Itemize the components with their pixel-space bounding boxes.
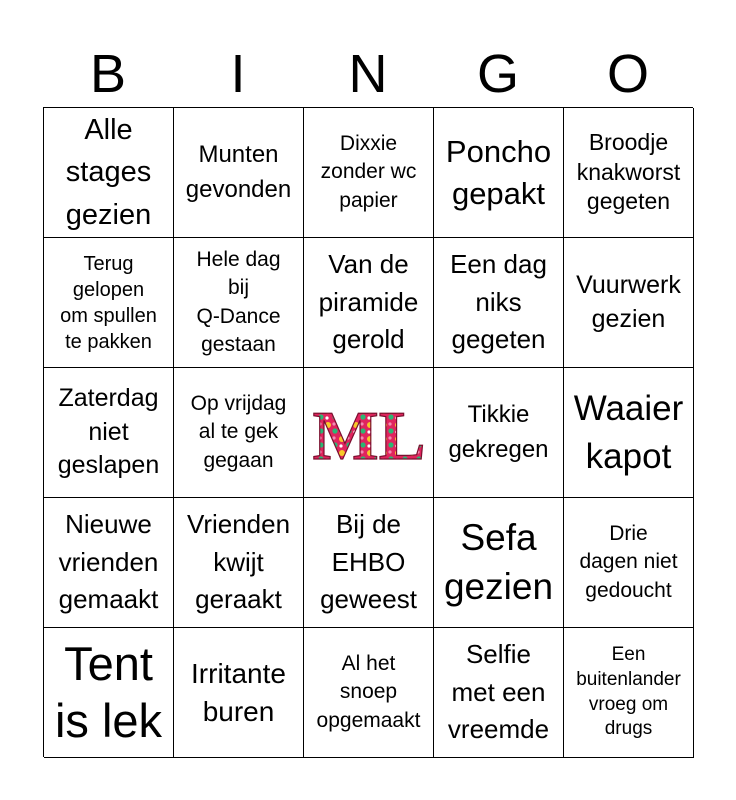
cell-text: Een buitenlander vroeg om drugs xyxy=(576,644,681,740)
bingo-cell[interactable] xyxy=(44,108,174,238)
cell-text: Tikkie gekregen xyxy=(448,400,549,463)
cell-text: Tent is lek xyxy=(54,637,163,747)
cell-text: Sefa gezien xyxy=(443,517,554,607)
cell-text: Al het snoep opgemaakt xyxy=(316,651,421,732)
bingo-cell[interactable] xyxy=(44,498,174,628)
cell-text: Poncho gepakt xyxy=(445,133,552,211)
ml-logo-icon xyxy=(312,393,425,475)
cell-text: Irritante buren xyxy=(191,657,286,727)
cell-text: Hele dag bij Q-Dance gestaan xyxy=(196,247,281,356)
bingo-header xyxy=(43,42,693,106)
bingo-cell[interactable] xyxy=(434,238,564,368)
header-letter-o: O xyxy=(606,44,649,104)
cell-text: Drie dagen niet gedoucht xyxy=(579,521,678,602)
ml-logo-text: ML xyxy=(312,397,425,475)
bingo-cell[interactable] xyxy=(174,108,304,238)
bingo-card xyxy=(43,107,693,757)
cell-text: Van de piramide gerold xyxy=(318,248,419,355)
cell-text: Een dag niks gegeten xyxy=(450,248,547,355)
bingo-cell[interactable] xyxy=(44,238,174,368)
bingo-cell[interactable] xyxy=(304,498,434,628)
bingo-cell[interactable] xyxy=(304,628,434,758)
cell-text: Alle stages gezien xyxy=(65,114,152,231)
bingo-cell[interactable] xyxy=(174,368,304,498)
cell-text: Nieuwe vrienden gemaakt xyxy=(58,508,159,615)
bingo-cell[interactable] xyxy=(434,498,564,628)
cell-text: Munten gevonden xyxy=(185,140,292,203)
cell-text: Dixxie zonder wc papier xyxy=(320,131,417,212)
bingo-cell[interactable] xyxy=(564,628,694,758)
bingo-cell[interactable] xyxy=(174,498,304,628)
header-letter-n: N xyxy=(348,44,388,104)
free-space-cell[interactable] xyxy=(304,368,434,498)
header-letter-b: B xyxy=(89,44,127,104)
bingo-cell[interactable] xyxy=(564,498,694,628)
cell-text: Waaier kapot xyxy=(573,389,684,476)
bingo-cell[interactable] xyxy=(564,108,694,238)
cell-text: Terug gelopen om spullen te pakken xyxy=(60,252,157,353)
bingo-cell[interactable] xyxy=(434,368,564,498)
cell-text: Vuurwerk gezien xyxy=(576,270,681,333)
bingo-cell[interactable] xyxy=(304,238,434,368)
bingo-cell[interactable] xyxy=(304,108,434,238)
cell-text: Bij de EHBO geweest xyxy=(320,508,417,615)
cell-text: Selfie met een vreemde xyxy=(447,638,550,745)
header-letter-i: I xyxy=(230,44,246,104)
bingo-cell[interactable] xyxy=(564,238,694,368)
cell-text: Op vrijdag al te gek gegaan xyxy=(190,391,287,472)
cell-text: Broodje knakworst gegeten xyxy=(576,128,681,215)
cell-text: Zaterdag niet geslapen xyxy=(57,383,160,480)
bingo-cell[interactable] xyxy=(434,628,564,758)
bingo-cell[interactable] xyxy=(564,368,694,498)
bingo-cell[interactable] xyxy=(434,108,564,238)
cell-text: Vrienden kwijt geraakt xyxy=(186,508,291,615)
bingo-cell[interactable] xyxy=(174,238,304,368)
header-letter-g: G xyxy=(476,44,519,104)
bingo-cell[interactable] xyxy=(174,628,304,758)
bingo-cell[interactable] xyxy=(44,628,174,758)
bingo-cell[interactable] xyxy=(44,368,174,498)
